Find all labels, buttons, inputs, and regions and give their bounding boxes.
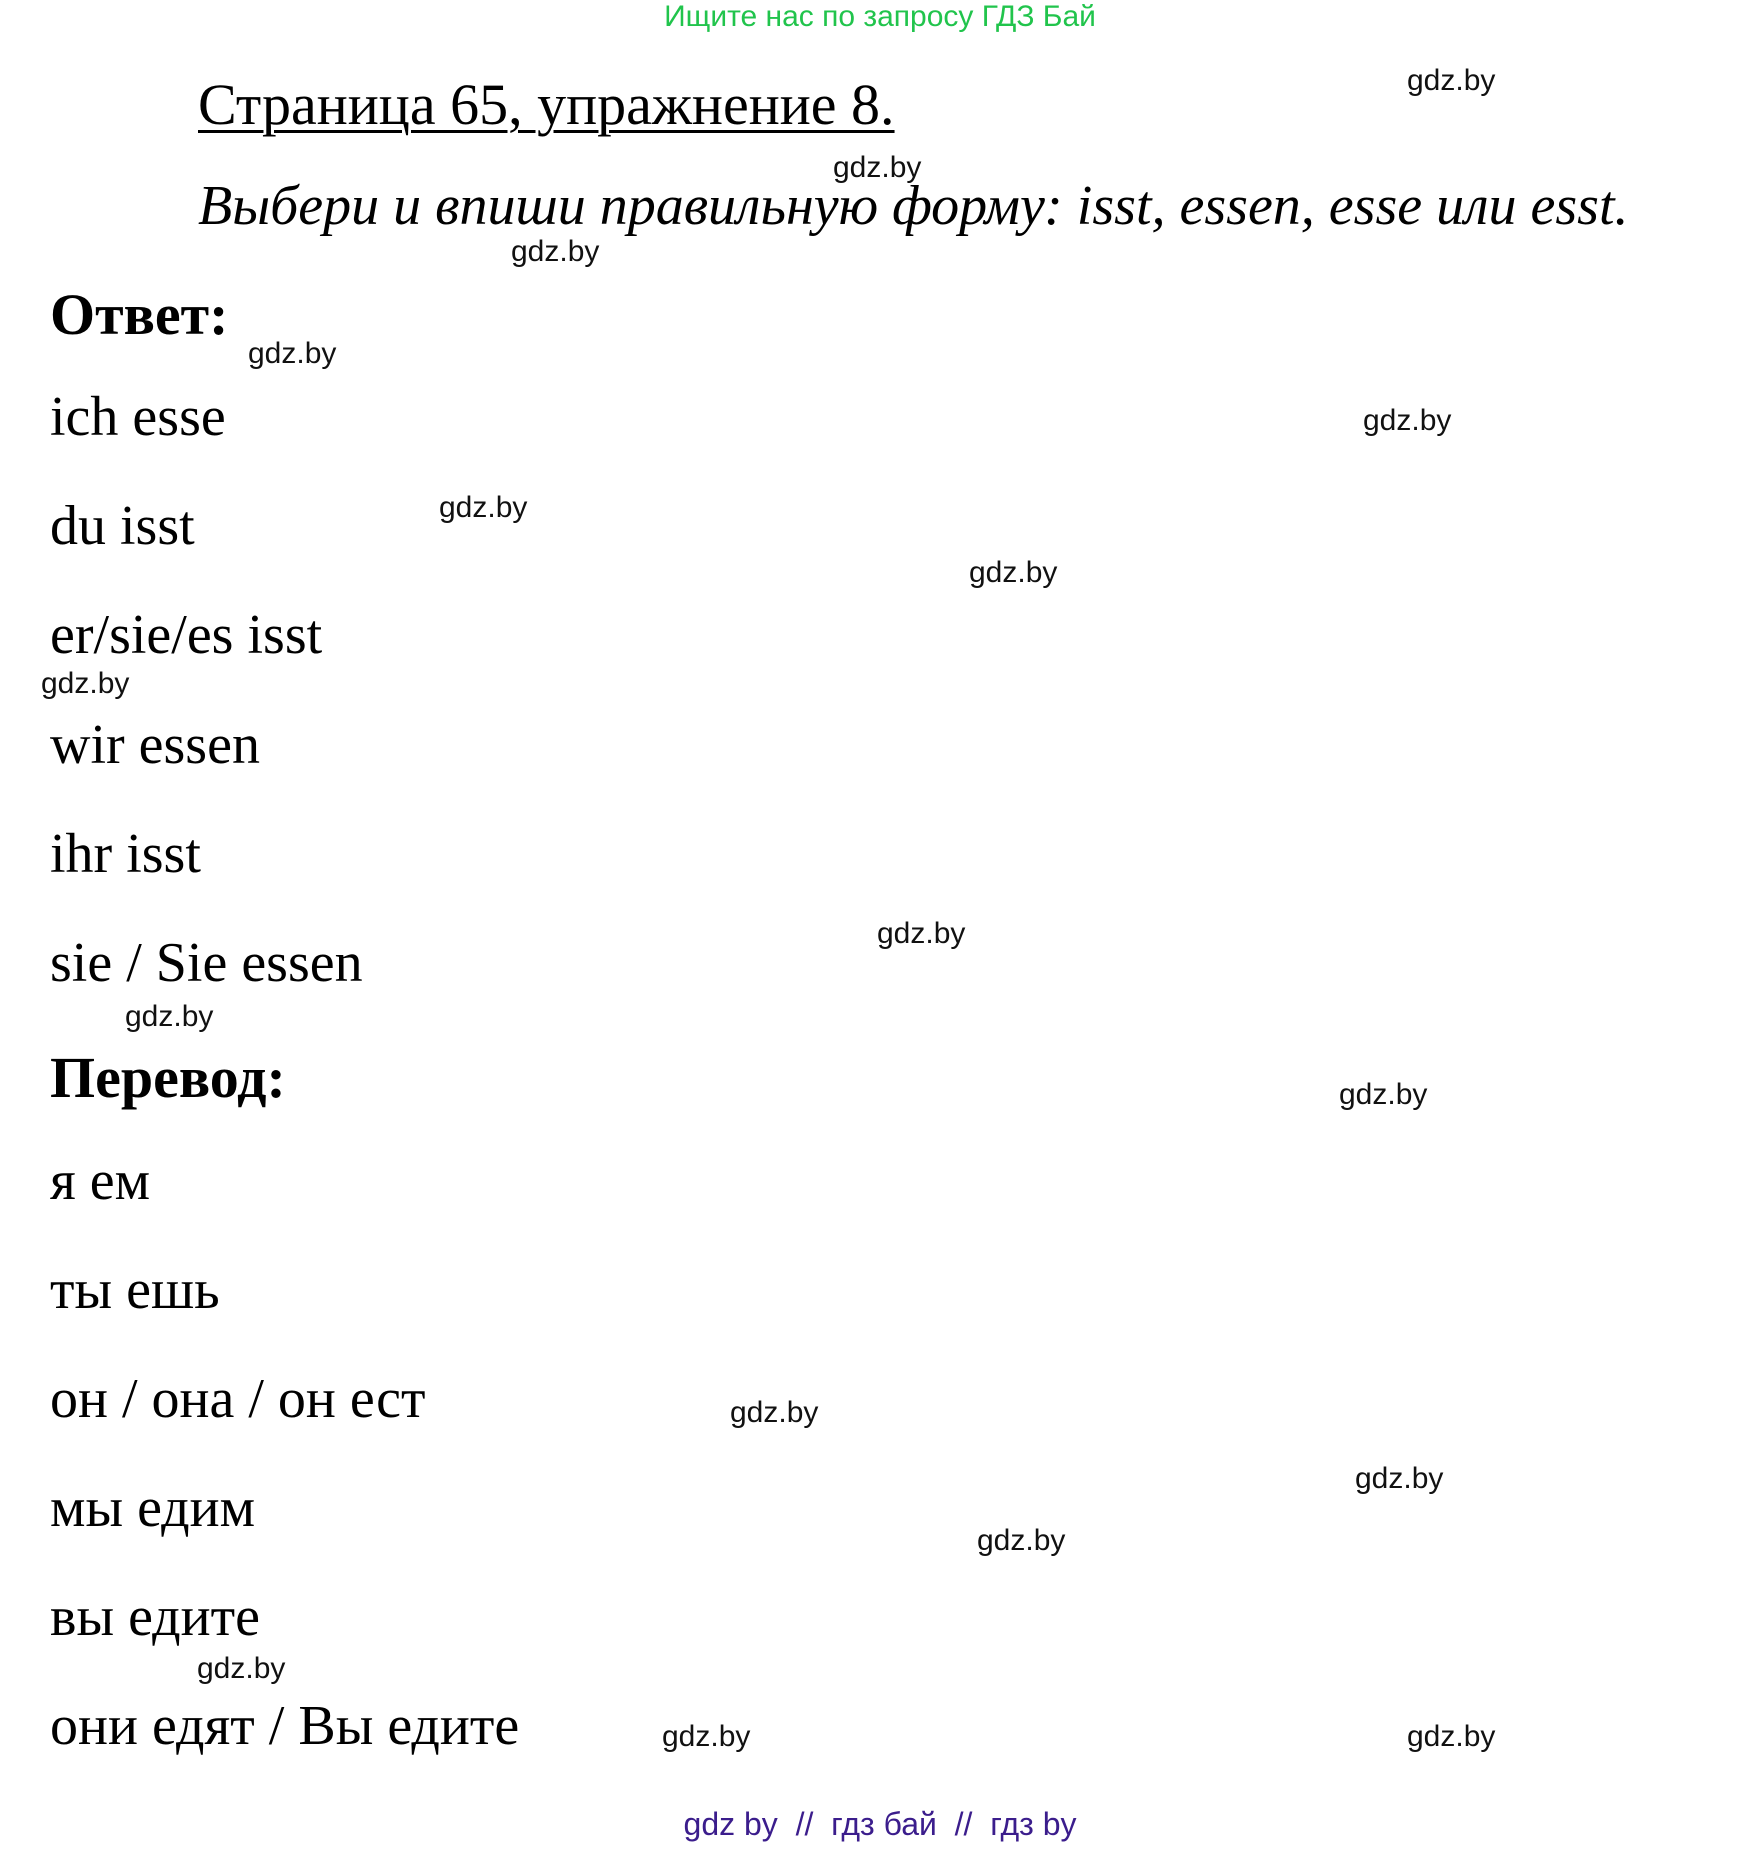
footer-links: gdz by // гдз бай // гдз by <box>683 1806 1077 1842</box>
translation-heading: Перевод: <box>50 1045 286 1110</box>
watermark: gdz.by <box>977 1524 1066 1557</box>
watermark: gdz.by <box>662 1720 751 1753</box>
translation-line: вы едите <box>50 1586 260 1648</box>
watermark: gdz.by <box>1407 64 1496 97</box>
search-banner: Ищите нас по запросу ГДЗ Бай <box>664 0 1096 33</box>
answer-heading: Ответ: <box>50 282 229 347</box>
answer-line: ihr isst <box>50 823 201 885</box>
watermark: gdz.by <box>1363 404 1452 437</box>
watermark: gdz.by <box>730 1396 819 1429</box>
watermark: gdz.by <box>877 917 966 950</box>
answer-line: sie / Sie essen <box>50 932 363 994</box>
exercise-instruction: Выбери и впиши правильную форму: isst, essen, esse или esst. <box>198 175 1629 237</box>
answer-line: wir essen <box>50 714 260 776</box>
watermark: gdz.by <box>969 556 1058 589</box>
watermark: gdz.by <box>1339 1078 1428 1111</box>
answer-line: du isst <box>50 495 195 557</box>
answer-line: er/sie/es isst <box>50 604 323 666</box>
answer-line: ich esse <box>50 386 226 448</box>
watermark: gdz.by <box>1355 1462 1444 1495</box>
watermark: gdz.by <box>1407 1720 1496 1753</box>
translation-line: мы едим <box>50 1477 256 1539</box>
watermark: gdz.by <box>41 667 130 700</box>
watermark: gdz.by <box>197 1652 286 1685</box>
translation-line: ты ешь <box>50 1259 220 1321</box>
watermark: gdz.by <box>439 491 528 524</box>
watermark: gdz.by <box>511 235 600 268</box>
watermark: gdz.by <box>833 151 922 184</box>
watermark: gdz.by <box>125 1000 214 1033</box>
page-title: Страница 65, упражнение 8. <box>198 72 895 137</box>
translation-line: он / она / он ест <box>50 1368 426 1430</box>
watermark: gdz.by <box>248 337 337 370</box>
translation-line: я ем <box>50 1150 151 1212</box>
translation-line: они едят / Вы едите <box>50 1695 520 1757</box>
